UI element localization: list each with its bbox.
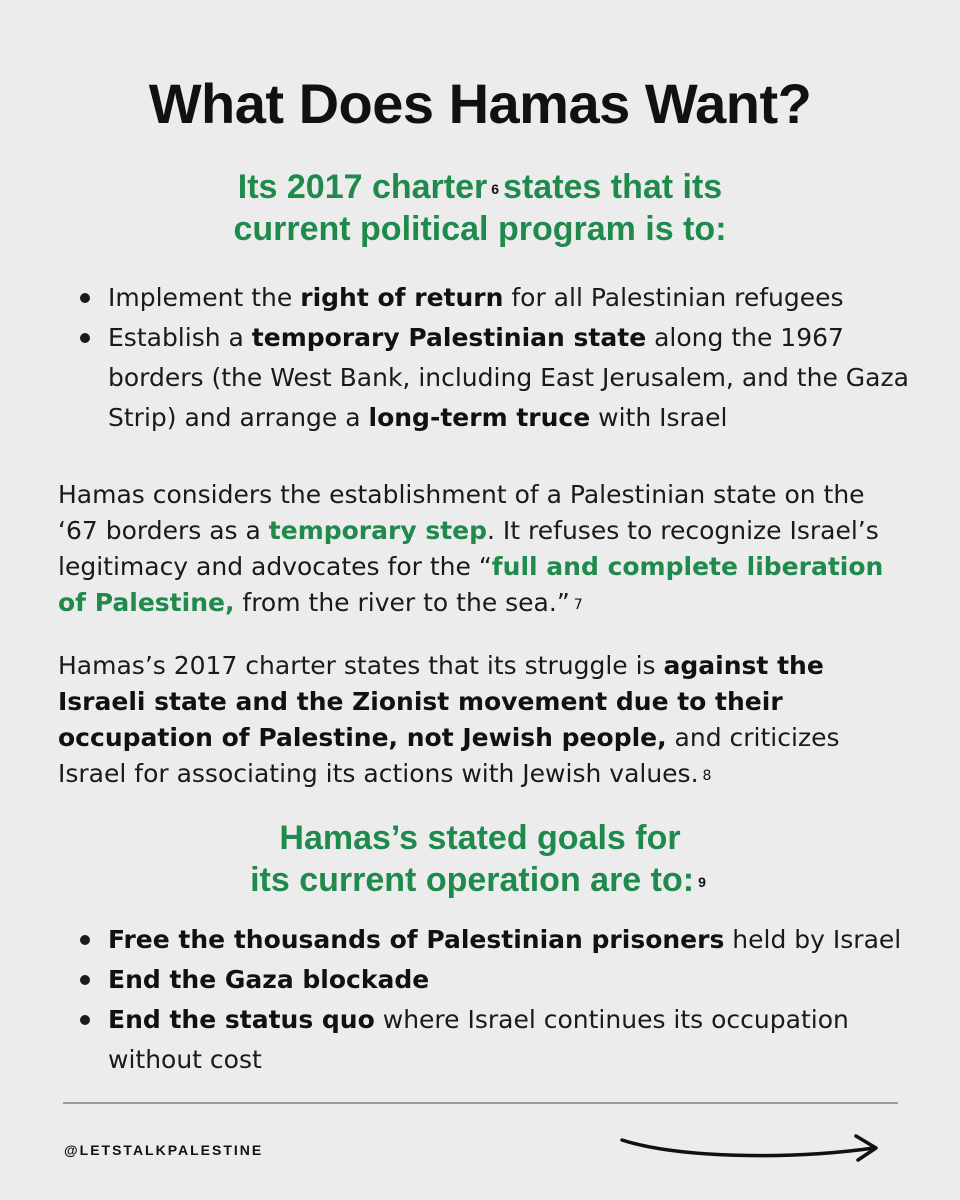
paragraph-struggle bbox=[58, 648, 908, 792]
bullet-emphasis: right of return bbox=[300, 283, 504, 312]
bullet-text: where Israel continues its occupation without cost bbox=[108, 1005, 849, 1074]
footnote-ref-8: 8 bbox=[702, 768, 712, 784]
paragraph-highlight: full and complete liberation of Palestine, bbox=[58, 552, 884, 617]
section2-heading-line1: Hamas’s stated goals for bbox=[279, 819, 681, 857]
footnote-ref-7: 7 bbox=[573, 597, 583, 613]
bullet-text: along the 1967 borders (the West Bank, including East Jerusalem, and the Gaza Strip) and arrange a bbox=[108, 323, 909, 432]
footnote-ref-6: 6 bbox=[491, 181, 500, 197]
list-item bbox=[72, 920, 912, 960]
bullet-emphasis: long-term truce bbox=[368, 403, 591, 432]
section1-heading-part1: Its 2017 charter bbox=[237, 168, 488, 206]
list-item bbox=[72, 278, 912, 318]
account-handle: @LETSTALKPALESTINE bbox=[64, 1142, 264, 1158]
bullet-text: for all Palestinian refugees bbox=[503, 283, 844, 312]
footnote-ref-9: 9 bbox=[698, 874, 706, 890]
bullet-text: Implement the bbox=[108, 283, 301, 312]
paragraph-text: Hamas considers the establishment of a Palestinian state on the ‘67 borders as a bbox=[58, 480, 865, 545]
paragraph-text: . It refuses to recognize Israel’s legitimacy and advocates for the “ bbox=[58, 516, 879, 581]
paragraph-temporary-step bbox=[58, 477, 908, 621]
footer-divider bbox=[63, 1102, 898, 1104]
page-title: What Does Hamas Want? bbox=[148, 72, 812, 135]
bullet-text: held by Israel bbox=[724, 925, 902, 954]
bullet-emphasis: End the status quo bbox=[108, 1005, 375, 1034]
paragraph-emphasis: against the Israeli state and the Zionist movement due to their occupation of Palestine, not Jewish people, bbox=[58, 651, 824, 752]
bullet-text: with Israel bbox=[590, 403, 728, 432]
bullet-emphasis: Free the thousands of Palestinian prisoners bbox=[108, 925, 725, 954]
bullet-icon bbox=[80, 935, 90, 945]
paragraph-highlight: temporary step bbox=[268, 516, 488, 545]
section2-heading-line2: its current operation are to: bbox=[250, 861, 695, 899]
bullet-text: Establish a bbox=[108, 323, 252, 352]
bullet-icon bbox=[80, 975, 90, 985]
section1-heading-part2: states that its bbox=[503, 168, 723, 206]
bullet-emphasis: End the Gaza blockade bbox=[108, 965, 430, 994]
political-program-list bbox=[72, 278, 912, 438]
list-item bbox=[72, 318, 912, 438]
next-arrow-icon[interactable] bbox=[618, 1128, 884, 1168]
bullet-icon bbox=[80, 1015, 90, 1025]
bullet-icon bbox=[80, 293, 90, 303]
list-item bbox=[72, 960, 912, 1000]
section1-heading bbox=[0, 166, 960, 250]
paragraph-text: Hamas’s 2017 charter states that its struggle is bbox=[58, 651, 664, 680]
paragraph-text: and criticizes Israel for associating its actions with Jewish values. bbox=[58, 723, 840, 788]
section2-heading bbox=[0, 817, 960, 901]
operation-goals-list bbox=[72, 920, 912, 1080]
bullet-emphasis: temporary Palestinian state bbox=[251, 323, 647, 352]
list-item bbox=[72, 1000, 912, 1080]
bullet-icon bbox=[80, 333, 90, 343]
paragraph-text: from the river to the sea.” bbox=[234, 588, 570, 617]
section1-heading-line2: current political program is to: bbox=[233, 210, 727, 248]
